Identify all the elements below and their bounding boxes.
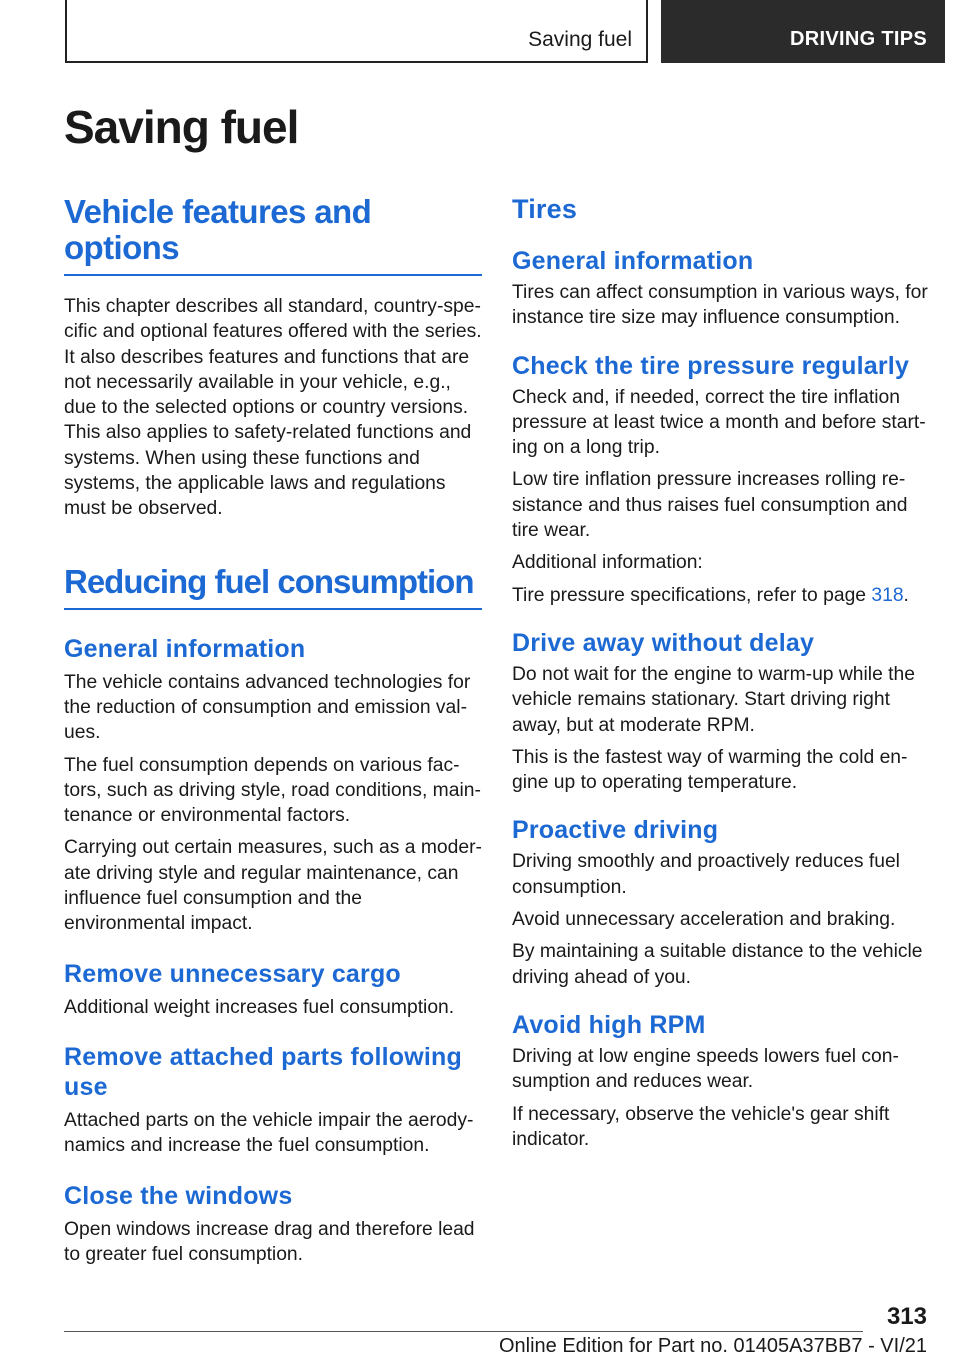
vehicle-features-text: This chapter describes all standard, country-specific and optional features offered with the series. It also describes features and functions that are not necessarily available in your vehicle, e.g., due to the selected options or country versions. This also applies to safety-related functions and systems. When using these functions and systems, the applicable laws and regulations must be observed.	[64, 296, 482, 520]
close-windows-text: Open windows increase drag and therefore lead to greater fuel consumption.	[64, 1218, 475, 1265]
general-info-paragraph-1: The vehicle contains advanced technologies for the reduction of consumption and emission values.	[64, 671, 471, 744]
header-chapter-title: DRIVING TIPS	[790, 28, 927, 50]
heading-check-tire-pressure: Check the tire pressure regularly	[512, 351, 910, 380]
heading-remove-attached-parts: Remove attached parts following use	[64, 1042, 462, 1101]
heading-tires: Tires	[512, 194, 578, 224]
heading-general-information: General information	[64, 634, 306, 663]
avoid-rpm-paragraph-2: If necessary, observe the vehicle's gear shift indicator.	[512, 1103, 890, 1150]
heading-tires-general-information: General information	[512, 247, 754, 275]
footer-edition-text: Online Edition for Part no. 01405A37BB7 - VI/21	[498, 1335, 927, 1357]
tire-pressure-reference-period: .	[903, 584, 909, 606]
tire-pressure-paragraph-2: Low tire inflation pressure increases rolling resistance and thus raises fuel consumption and tire wear.	[512, 469, 908, 542]
remove-cargo-text: Additional weight increases fuel consumption.	[64, 996, 455, 1018]
right-column	[512, 194, 930, 1152]
drive-away-paragraph-1: Do not wait for the engine to warm-up while the vehicle remains stationary. Start driving right away, but at moderate RPM.	[512, 663, 915, 736]
tire-pressure-paragraph-1: Check and, if needed, correct the tire inflation pressure at least twice a month and before starting on a long trip.	[512, 386, 926, 459]
page-number: 313	[886, 1303, 927, 1330]
proactive-driving-paragraph-3: By maintaining a suitable distance to the vehicle driving ahead of you.	[512, 941, 923, 988]
drive-away-paragraph-2: This is the fastest way of warming the cold engine up to operating temperature.	[512, 746, 908, 794]
heading-close-windows: Close the windows	[64, 1181, 293, 1210]
proactive-driving-paragraph-2: Avoid unnecessary acceleration and braking.	[512, 909, 896, 931]
general-info-paragraph-3: Carrying out certain measures, such as a moderate driving style and regular maintenance, can influence fuel consumption and the environmental impact.	[64, 837, 482, 935]
tire-pressure-reference-text: Tire pressure specifications, refer to page	[512, 584, 872, 606]
header-section-title: Saving fuel	[528, 28, 632, 51]
tires-general-text: Tires can affect consumption in various ways, for instance tire size may influence consumption.	[512, 282, 928, 329]
general-info-paragraph-2: The fuel consumption depends on various factors, such as driving style, road conditions, maintenance or environmental factors.	[64, 754, 481, 827]
heading-vehicle-features: Vehicle features and options	[64, 194, 482, 276]
heading-remove-cargo: Remove unnecessary cargo	[64, 959, 401, 988]
page-link-318[interactable]: 318	[871, 584, 904, 606]
heading-reducing-fuel: Reducing fuel consumption	[64, 564, 482, 610]
heading-avoid-high-rpm: Avoid high RPM	[512, 1010, 706, 1039]
heading-drive-away: Drive away without delay	[512, 628, 815, 657]
header-section-tab	[65, 0, 648, 63]
page-title: Saving fuel	[64, 101, 299, 153]
remove-attached-parts-text: Attached parts on the vehicle impair the aerodynamics and increase the fuel consumption.	[64, 1109, 474, 1157]
avoid-rpm-paragraph-1: Driving at low engine speeds lowers fuel consumption and reduces wear.	[512, 1045, 899, 1093]
proactive-driving-paragraph-1: Driving smoothly and proactively reduces fuel consumption.	[512, 851, 900, 898]
tire-pressure-paragraph-3: Additional information:	[512, 552, 703, 574]
footer-divider	[64, 1331, 863, 1332]
tire-pressure-paragraph-4	[512, 583, 930, 608]
heading-proactive-driving: Proactive driving	[512, 816, 719, 845]
left-column	[64, 194, 482, 1267]
header-chapter-tab	[661, 0, 945, 63]
